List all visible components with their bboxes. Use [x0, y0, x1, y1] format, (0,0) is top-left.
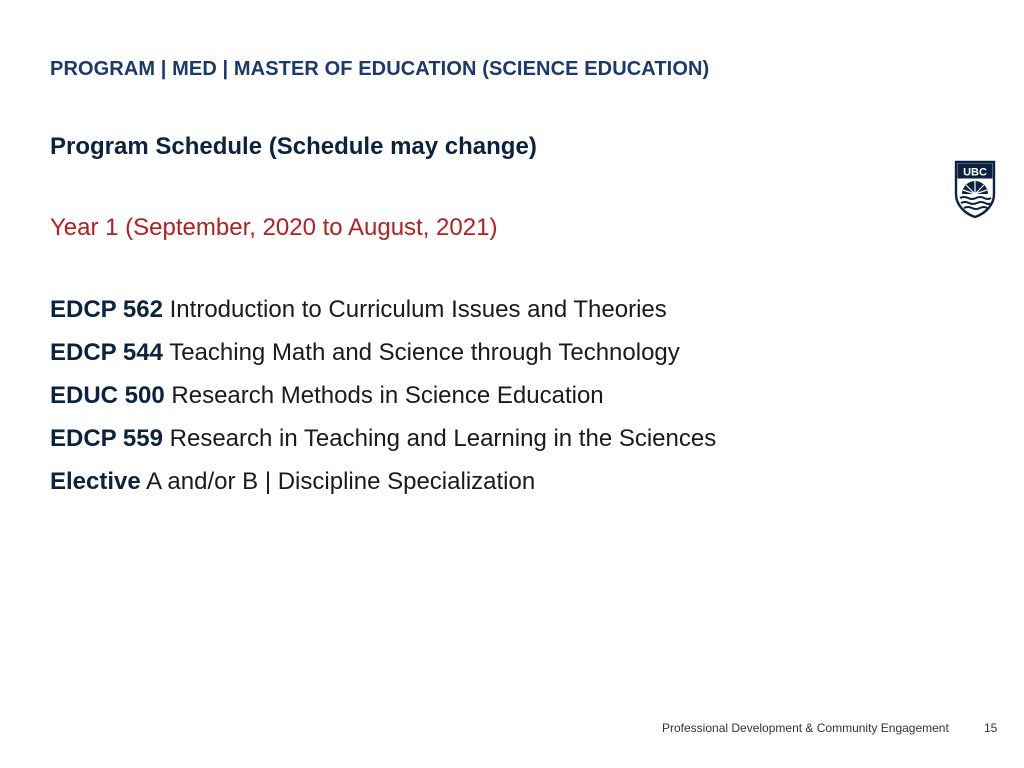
course-code: EDCP 559 — [50, 425, 163, 452]
logo-text: UBC — [963, 166, 987, 179]
program-header: PROGRAM | MED | MASTER OF EDUCATION (SCIENCE EDUCATION) — [50, 58, 710, 80]
course-name: Research in Teaching and Learning in the Sciences — [162, 425, 717, 452]
course-code: Elective — [50, 468, 141, 495]
course-item — [50, 374, 716, 417]
course-code: EDCP 562 — [50, 296, 163, 323]
course-code: EDUC 500 — [50, 382, 165, 409]
course-item — [50, 288, 716, 331]
course-list — [50, 288, 716, 503]
page-number: 15 — [984, 721, 998, 735]
course-item — [50, 460, 716, 503]
ubc-logo-icon — [954, 160, 996, 218]
course-name: Teaching Math and Science through Technology — [162, 339, 680, 366]
course-item — [50, 331, 716, 374]
year-heading: Year 1 (September, 2020 to August, 2021) — [50, 214, 498, 241]
course-name: Research Methods in Science Education — [164, 382, 604, 409]
course-name: A and/or B | Discipline Specialization — [140, 468, 536, 495]
schedule-title: Program Schedule (Schedule may change) — [50, 133, 537, 160]
course-code: EDCP 544 — [50, 339, 163, 366]
footer-text: Professional Development & Community Engagement — [662, 721, 949, 735]
course-item — [50, 417, 716, 460]
course-name: Introduction to Curriculum Issues and Theories — [162, 296, 667, 323]
